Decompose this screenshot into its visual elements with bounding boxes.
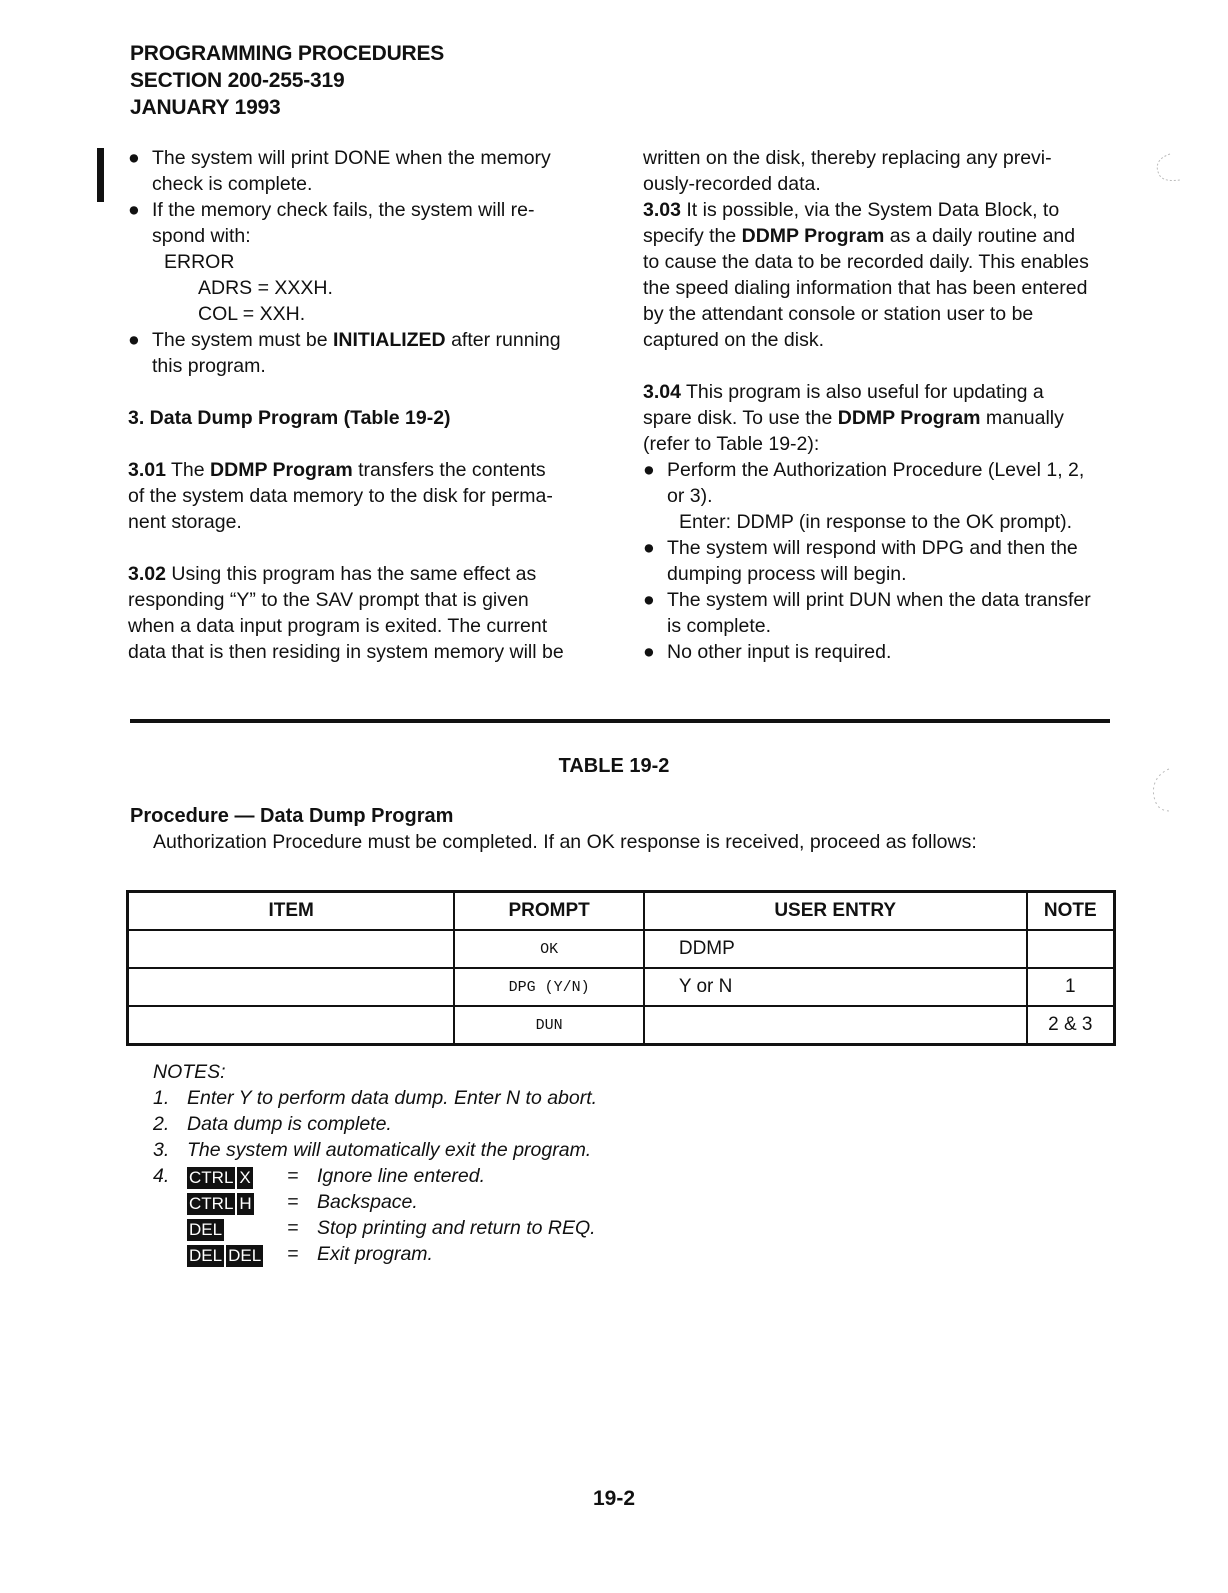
header-section: SECTION 200-255-319 [130,69,345,92]
procedure-table [126,890,1116,1046]
enter-ddmp: Enter: DDMP (in response to the OK prompt). [679,511,1073,533]
revision-bar [97,148,104,202]
paragraph-3-02-cont: written on the disk, thereby replacing any previ- ously-recorded data. [643,147,1052,195]
entry-cell: Y or N [644,968,1027,1006]
item-cell [128,968,455,1006]
del-key: DEL [189,1246,223,1265]
note-3: 3. The system will automatically exit the program. [153,1139,592,1161]
bullet-icon: ● [128,199,140,221]
scan-smudge-icon [1135,765,1180,815]
procedure-title: Procedure — Data Dump Program [130,805,454,827]
note-4-ctrl-x: 4. CTRL X = Ignore line entered. [153,1165,486,1187]
right-column [643,145,1108,665]
del-key: DEL [189,1220,223,1239]
prompt-cell: DUN [454,1006,644,1045]
page-number: 19-2 [592,1487,636,1510]
note-4-ctrl-h: CTRL H = Backspace. [189,1191,418,1213]
prompt-cell: OK [454,930,644,968]
note-cell: 1 [1027,968,1115,1006]
note-cell [1027,930,1115,968]
note-2: 2. Data dump is complete. [153,1113,392,1135]
error-address: ADRS = XXXH. [198,277,333,299]
bullet-memory-fail: ● If the memory check fails, the system will re- spond with: [128,199,535,247]
table-title: TABLE 19-2 [558,755,670,777]
column-header: PROMPT [454,892,644,931]
note-4-del-del: DEL DEL = Exit program. [189,1243,433,1265]
del-key: DEL [228,1246,262,1265]
ctrl-key: CTRL [189,1168,234,1187]
paragraph-3-04: 3.04 This program is also useful for updating a spare disk. To use the DDMP Program manually (refer to Table 19-2): [643,381,1064,455]
note-1: 1. Enter Y to perform data dump. Enter N to abort. [153,1087,598,1109]
note-cell: 2 & 3 [1027,1006,1115,1045]
page-header [130,40,444,121]
bullet-icon: ● [128,329,140,351]
prompt-cell: DPG (Y/N) [454,968,644,1006]
ctrl-key: CTRL [189,1194,234,1213]
error-column: COL = XXH. [198,303,306,325]
item-cell [128,930,455,968]
bullet-dun: ● The system will print DUN when the data transfer is complete. [643,589,1091,637]
column-header: ITEM [128,892,455,931]
bullet-icon: ● [643,589,655,611]
scan-smudge-icon [1140,150,1185,185]
paragraph-3-02: 3.02 Using this program has the same effect as responding “Y” to the SAV prompt that is given when a data input program is exited. The current data that is then residing in system memory will be [128,563,564,663]
bullet-icon: ● [643,537,655,559]
header-title: PROGRAMMING PROCEDURES [130,42,445,65]
bullet-icon: ● [128,147,140,169]
column-header: USER ENTRY [644,892,1027,931]
column-header: NOTE [1027,892,1115,931]
bullet-dpg: ● The system will respond with DPG and then the dumping process will begin. [643,537,1078,585]
table-row [128,968,1115,1006]
bullet-done: ● The system will print DONE when the memory check is complete. [128,147,551,195]
entry-cell: DDMP [644,930,1027,968]
bullet-initialized: ● The system must be INITIALIZED after running this program. [128,329,561,377]
bullet-authorization: ● Perform the Authorization Procedure (Level 1, 2, or 3). [643,459,1085,507]
notes-title: NOTES: [153,1061,226,1083]
procedure-intro: Authorization Procedure must be completed. If an OK response is received, proceed as follows: [153,831,977,853]
header-date: JANUARY 1993 [130,96,281,119]
error-label: ERROR [164,251,235,273]
bullet-icon: ● [643,641,655,663]
notes-block [153,1059,598,1267]
section-divider [130,719,1110,723]
table-header-row [128,892,1115,931]
note-4-del: DEL = Stop printing and return to REQ. [189,1217,596,1239]
bullet-no-input: ● No other input is required. [643,641,892,663]
bullet-icon: ● [643,459,655,481]
h-key: H [239,1194,252,1213]
paragraph-3-01: 3.01 The DDMP Program transfers the contents of the system data memory to the disk for perma- nent storage. [128,459,553,533]
left-column [128,145,598,665]
table-row [128,930,1115,968]
x-key: X [239,1168,251,1187]
table-row [128,1006,1115,1045]
item-cell [128,1006,455,1045]
entry-cell [644,1006,1027,1045]
section-heading: 3. Data Dump Program (Table 19-2) [128,407,451,429]
paragraph-3-03: 3.03 It is possible, via the System Data Block, to specify the DDMP Program as a daily routine and to cause the data to be recorded daily. This enables the speed dialing information that has been entered by the attendant console or station user to be captured on the disk. [643,199,1089,351]
